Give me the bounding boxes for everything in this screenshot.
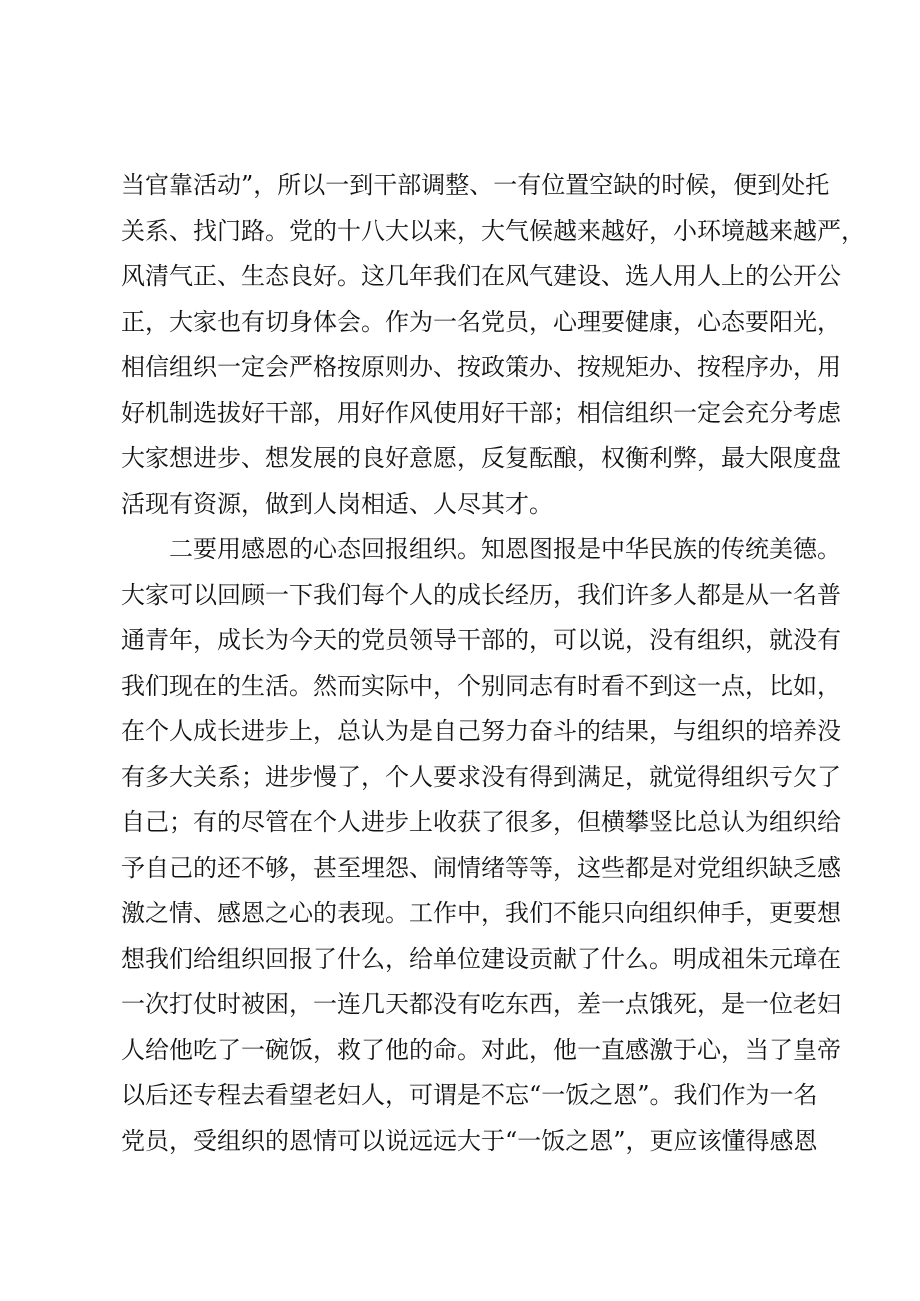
text-line: 一次打仗时被困，一连几天都没有吃东西，差一点饿死，是一位老妇 (121, 990, 841, 1018)
paragraph-1 (121, 163, 865, 527)
text-line: 想我们给组织回报了什么，给单位建设贡献了什么。明成祖朱元璋在 (121, 944, 841, 973)
text-line: 以后还专程去看望老妇人，可谓是不忘“一饭之恩”。我们作为一名 (121, 1081, 818, 1109)
text-line: 自己；有的尽管在个人进步上收获了很多，但横攀竖比总认为组织给 (121, 808, 841, 836)
text-line: 当官靠活动”，所以一到干部调整、一有位置空缺的时候，便到处托 (121, 171, 830, 199)
text-line: 关系、找门路。党的十八大以来，大气候越来越好，小环境越来越严， (121, 216, 865, 245)
text-line: 有多大关系；进步慢了，个人要求没有得到满足，就觉得组织亏欠了 (121, 762, 841, 791)
text-line: 二要用感恩的心态回报组织。知恩图报是中华民族的传统美德。 (169, 535, 841, 563)
text-line: 好机制选拔好干部，用好作风使用好干部；相信组织一定会充分考虑 (121, 398, 841, 427)
text-line: 党员，受组织的恩情可以说远远大于“一饭之恩”，更应该懂得感恩 (121, 1126, 818, 1155)
text-line: 激之情、感恩之心的表现。工作中，我们不能只向组织伸手，更要想 (121, 899, 841, 927)
text-line: 通青年，成长为今天的党员领导干部的，可以说，没有组织，就没有 (121, 626, 841, 654)
text-line: 大家想进步、想发展的良好意愿，反复酝酿，权衡利弊，最大限度盘 (121, 444, 841, 472)
text-line: 人给他吃了一碗饭，救了他的命。对此，他一直感激于心，当了皇帝 (121, 1035, 841, 1064)
text-line: 风清气正、生态良好。这几年我们在风气建设、选人用人上的公开公 (121, 262, 841, 290)
text-line: 活现有资源，做到人岗相适、人尽其才。 (121, 489, 553, 518)
body-text (121, 163, 865, 1164)
text-line: 正，大家也有切身体会。作为一名党员，心理要健康，心态要阳光， (121, 307, 841, 336)
paragraph-2 (121, 527, 841, 1164)
text-line: 予自己的还不够，甚至埋怨、闹情绪等等，这些都是对党组织缺乏感 (121, 853, 841, 882)
text-line: 在个人成长进步上，总认为是自己努力奋斗的结果，与组织的培养没 (121, 717, 841, 745)
text-line: 大家可以回顾一下我们每个人的成长经历，我们许多人都是从一名普 (121, 580, 841, 609)
text-line: 相信组织一定会严格按原则办、按政策办、按规矩办、按程序办，用 (121, 353, 841, 381)
text-line: 我们现在的生活。然而实际中，个别同志有时看不到这一点，比如， (121, 671, 841, 700)
